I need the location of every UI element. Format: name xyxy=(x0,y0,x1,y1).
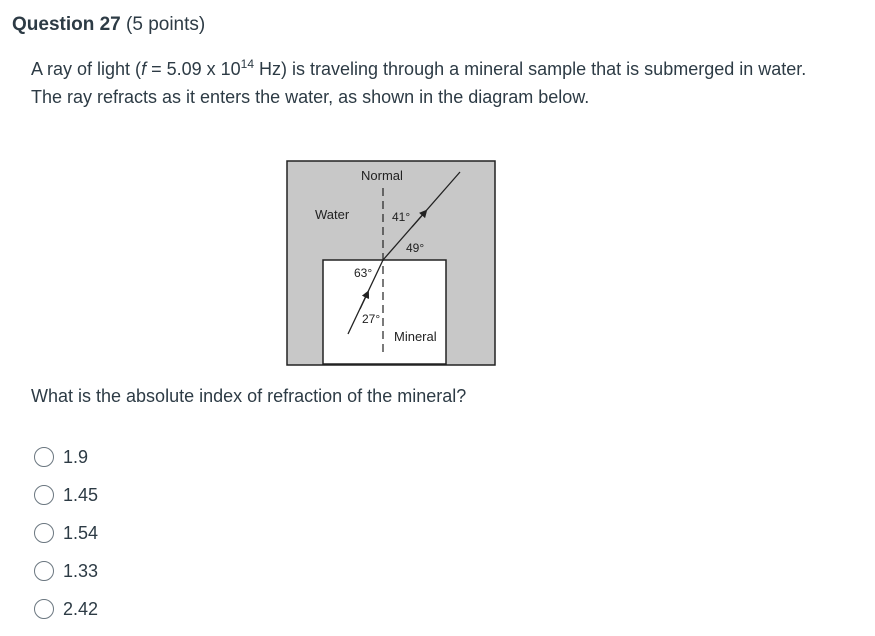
answer-label: 1.9 xyxy=(63,446,89,467)
question-text-part3: Hz) is traveling through a mineral sample that is submerged in water. The ray refracts as it enters the water, as shown in the diagram below. xyxy=(31,59,807,107)
question-title: Question 27 xyxy=(12,14,121,35)
radio-button[interactable] xyxy=(34,523,54,543)
radio-button[interactable] xyxy=(34,561,54,581)
radio-button[interactable] xyxy=(34,599,54,619)
normal-label: Normal xyxy=(361,168,403,183)
frequency-symbol: f xyxy=(141,59,147,79)
refraction-diagram xyxy=(286,160,496,366)
angle-41-label: 41° xyxy=(392,210,411,224)
answer-option[interactable] xyxy=(34,552,98,590)
answer-option[interactable] xyxy=(34,476,98,514)
radio-button[interactable] xyxy=(34,447,54,467)
answer-label: 1.33 xyxy=(63,560,99,581)
angle-63-label: 63° xyxy=(354,266,373,280)
answer-label: 1.45 xyxy=(63,484,99,505)
mineral-block xyxy=(323,260,446,364)
mineral-label: Mineral xyxy=(394,329,437,344)
answer-option[interactable] xyxy=(34,514,98,552)
water-label: Water xyxy=(315,207,350,222)
question-text-part2: = 5.09 x 10 xyxy=(146,59,241,79)
question-header xyxy=(12,14,205,36)
frequency-exponent: 14 xyxy=(240,57,255,71)
radio-button[interactable] xyxy=(34,485,54,505)
angle-49-label: 49° xyxy=(406,241,425,255)
question-points: (5 points) xyxy=(126,14,206,35)
answer-options xyxy=(34,438,98,628)
answer-label: 2.42 xyxy=(63,598,99,619)
answer-label: 1.54 xyxy=(63,522,99,543)
question-text-part1: A ray of light ( xyxy=(31,59,142,79)
answer-option[interactable] xyxy=(34,590,98,628)
angle-27-label: 27° xyxy=(362,312,381,326)
refraction-diagram-svg xyxy=(286,160,496,366)
question-text xyxy=(31,55,811,111)
answer-option[interactable] xyxy=(34,438,98,476)
question-prompt: What is the absolute index of refraction of the mineral? xyxy=(31,386,467,406)
